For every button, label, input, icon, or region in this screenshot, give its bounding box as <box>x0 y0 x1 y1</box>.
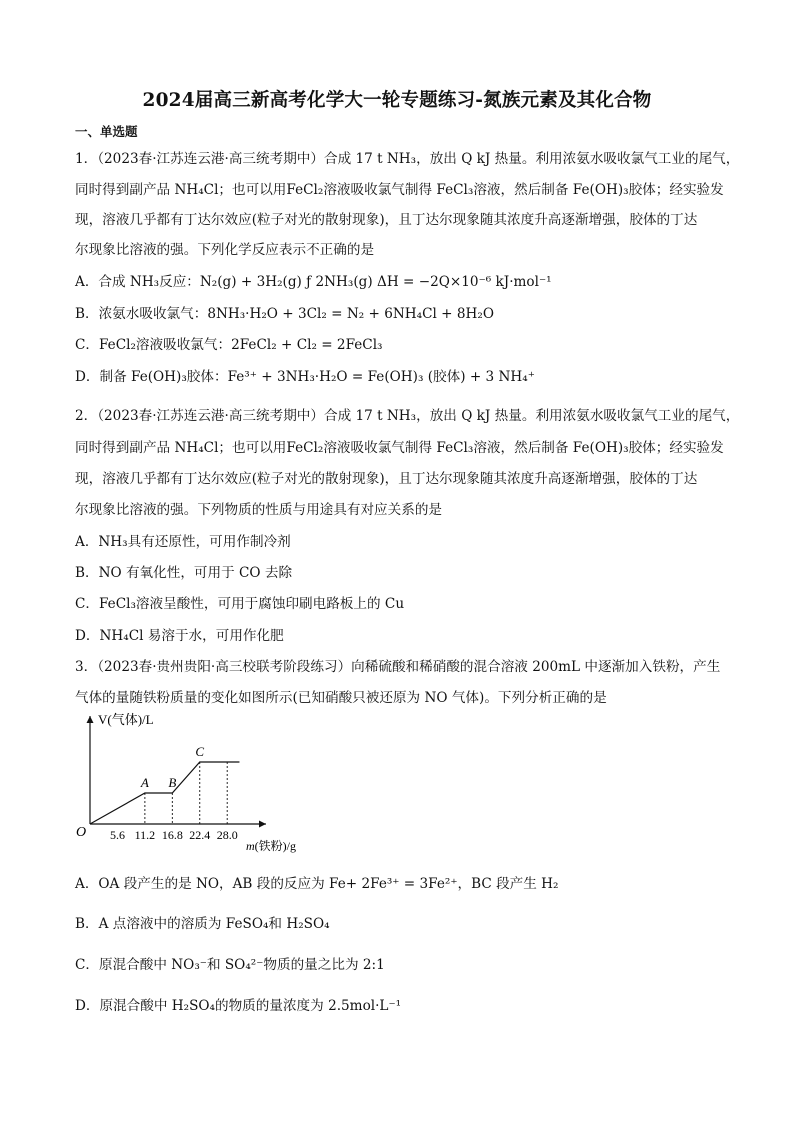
x-axis-label: m(铁粉)/g <box>246 839 296 853</box>
point-label-c: C <box>195 744 205 759</box>
q2-option-d: D．NH₄Cl 易溶于水，可用作化肥 <box>75 628 284 644</box>
q2-option-c: C．FeCl₃溶液呈酸性，可用于腐蚀印刷电路板上的 Cu <box>75 596 405 612</box>
x-tick-label-2: 16.8 <box>161 828 183 842</box>
chart-marks <box>90 744 239 842</box>
x-tick-label-1: 11.2 <box>134 828 156 842</box>
q3-line-1: 3．（2023春·贵州贵阳·高三校联考阶段练习）向稀硫酸和稀硝酸的混合溶液 200mL 中逐渐加入铁粉，产生 <box>75 659 721 675</box>
q3-option-c: C．原混合酸中 NO₃⁻和 SO₄²⁻物质的量之比为 2:1 <box>75 957 385 973</box>
origin-label: O <box>76 825 87 840</box>
q2-option-a: A．NH₃具有还原性，可用作制冷剂 <box>75 534 291 550</box>
q2-option-b: B．NO 有氧化性，可用于 CO 去除 <box>75 565 293 581</box>
q3-line-2: 气体的量随铁粉质量的变化如图所示(已知硝酸只被还原为 NO 气体)。下列分析正确的是 <box>75 690 607 706</box>
q1-option-a: A．合成 NH₃反应：N₂(g) + 3H₂(g) ƒ 2NH₃(g) ΔH = −2Q×10⁻⁶ kJ·mol⁻¹ <box>75 274 552 290</box>
x-tick-label-3: 22.4 <box>189 828 211 842</box>
q1-line-2: 同时得到副产品 NH₄Cl；也可以用FeCl₂溶液吸收氯气制得 FeCl₃溶液，然后制备 Fe(OH)₃胶体；经实验发 <box>75 182 724 198</box>
q2-line-4: 尔现象比溶液的强。下列物质的性质与用途具有对应关系的是 <box>75 502 443 518</box>
page-title: 2024届高三新高考化学大一轮专题练习-氮族元素及其化合物 <box>142 90 652 111</box>
iron-gas-chart <box>70 708 296 858</box>
q1-option-d: D．制备 Fe(OH)₃胶体：Fe³⁺ + 3NH₃·H₂O = Fe(OH)₃ (胶体) + 3 NH₄⁺ <box>75 369 535 385</box>
x-tick-label-0: 5.6 <box>109 828 125 842</box>
q1-option-b: B．浓氨水吸收氯气：8NH₃·H₂O + 3Cl₂ = N₂ + 6NH₄Cl + 8H₂O <box>75 306 494 322</box>
q2-line-2: 同时得到副产品 NH₄Cl；也可以用FeCl₂溶液吸收氯气制得 FeCl₃溶液，然后制备 Fe(OH)₃胶体；经实验发 <box>75 440 724 456</box>
y-axis-label: V(气体)/L <box>98 712 154 727</box>
q3-option-d: D．原混合酸中 H₂SO₄的物质的量浓度为 2.5mol·L⁻¹ <box>75 998 402 1014</box>
q1-line-3: 现，溶液几乎都有丁达尔效应(粒子对光的散射现象)，且丁达尔现象随其浓度升高逐渐增强，胶体的丁达 <box>75 212 698 228</box>
x-tick-label-4: 28.0 <box>216 828 238 842</box>
point-label-b: B <box>168 775 177 790</box>
q3-option-b: B．A 点溶液中的溶质为 FeSO₄和 H₂SO₄ <box>75 916 330 932</box>
section-heading: 一、单选题 <box>75 124 138 139</box>
point-label-a: A <box>140 775 149 790</box>
q2-line-1: 2．（2023春·江苏连云港·高三统考期中）合成 17 t NH₃，放出 Q kJ 热量。利用浓氨水吸收氯气工业的尾气， <box>75 408 740 424</box>
q3-option-a: A．OA 段产生的是 NO，AB 段的反应为 Fe+ 2Fe³⁺ = 3Fe²⁺，BC 段产生 H₂ <box>75 876 559 892</box>
q2-line-3: 现，溶液几乎都有丁达尔效应(粒子对光的散射现象)，且丁达尔现象随其浓度升高逐渐增强，胶体的丁达 <box>75 471 698 487</box>
gas-volume-line <box>90 762 239 824</box>
q1-line-1: 1．（2023春·江苏连云港·高三统考期中）合成 17 t NH₃，放出 Q kJ 热量。利用浓氨水吸收氯气工业的尾气， <box>75 151 740 167</box>
q1-line-4: 尔现象比溶液的强。下列化学反应表示不正确的是 <box>75 242 375 258</box>
q1-option-c: C．FeCl₂溶液吸收氯气：2FeCl₂ + Cl₂ = 2FeCl₃ <box>75 337 383 353</box>
